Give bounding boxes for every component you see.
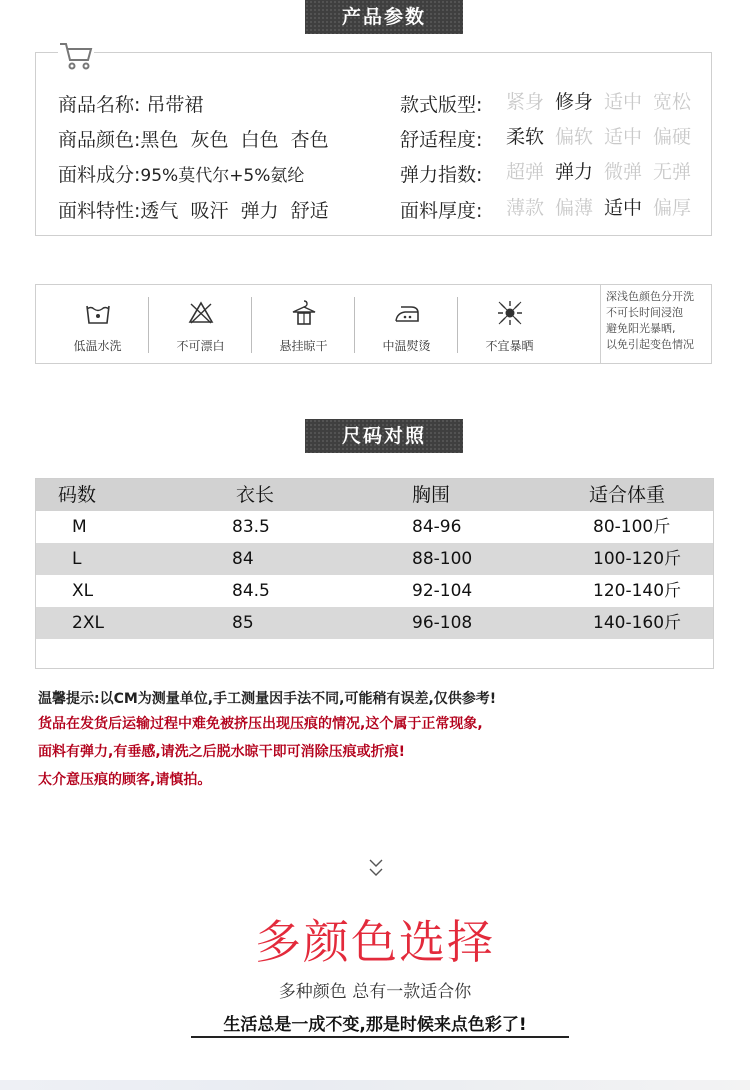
header-length: 衣长 [236, 484, 275, 506]
cell-weight: 140-160斤 [593, 613, 682, 633]
param-label: 商品名称: [58, 94, 141, 116]
option: 偏软 [555, 126, 594, 148]
thickness-options [506, 193, 702, 220]
cell-length: 84 [232, 549, 254, 569]
care-note-line: 不可长时间浸泡 [606, 306, 683, 319]
param-label-stretch: 弹力指数: [400, 164, 483, 186]
care-item-wash [46, 285, 149, 363]
next-section-preview [0, 1080, 750, 1090]
care-note-line: 以免引起变色情况 [606, 338, 694, 351]
care-item-bleach [149, 285, 252, 363]
option: 适中 [604, 126, 643, 148]
colors-slogan: 生活总是一成不变,那是时候来点色彩了! [223, 1015, 527, 1035]
param-value: 黑色 灰色 白色 杏色 [140, 129, 329, 151]
param-label: 面料成分: [58, 164, 141, 186]
care-label: 中温熨烫 [382, 339, 431, 353]
comfort-options [506, 122, 702, 149]
care-item-iron [355, 285, 458, 363]
param-label-thickness: 面料厚度: [400, 200, 483, 222]
param-row-material [58, 160, 304, 187]
care-note-line: 深浅色颜色分开洗 [606, 290, 694, 303]
care-label: 悬挂晾干 [279, 339, 328, 353]
option-selected: 修身 [555, 91, 594, 113]
chevron-down-icon [368, 857, 384, 883]
size-table [35, 478, 714, 669]
care-label: 低温水洗 [73, 339, 122, 353]
care-label: 不宜暴晒 [485, 339, 534, 353]
colors-title: 多颜色选择 [255, 915, 495, 969]
option: 偏硬 [653, 126, 692, 148]
header-size: 码数 [58, 484, 97, 506]
cell-length: 84.5 [232, 581, 270, 601]
hang-dry-icon [290, 299, 318, 327]
fit-options [506, 87, 702, 114]
cell-chest: 96-108 [412, 613, 473, 633]
cell-weight: 100-120斤 [593, 549, 682, 569]
param-label-fit: 款式版型: [400, 94, 483, 116]
header-weight: 适合体重 [589, 484, 666, 506]
cell-length: 85 [232, 613, 254, 633]
cell-weight: 120-140斤 [593, 581, 682, 601]
no-sun-icon [496, 299, 524, 327]
table-row [36, 511, 713, 543]
option: 紧身 [506, 91, 545, 113]
param-row-color [58, 125, 329, 152]
option: 适中 [604, 91, 643, 113]
slogan-underline [191, 1036, 569, 1038]
notice-line: 太介意压痕的顾客,请慎拍。 [38, 772, 212, 788]
medium-iron-icon [393, 299, 421, 327]
care-note-line: 避免阳光暴晒, [606, 322, 676, 335]
care-item-hang [252, 285, 355, 363]
cell-size: 2XL [72, 613, 104, 633]
cell-size: XL [72, 581, 94, 601]
header-chest: 胸围 [412, 484, 451, 506]
no-bleach-icon [187, 299, 215, 327]
size-section-title: 尺码对照 [305, 419, 463, 453]
option-selected: 适中 [604, 197, 643, 219]
stretch-options [506, 157, 702, 184]
option-selected: 弹力 [555, 161, 594, 183]
care-label: 不可漂白 [176, 339, 225, 353]
table-row [36, 543, 713, 575]
option-selected: 柔软 [506, 126, 545, 148]
cell-size: M [72, 517, 87, 537]
option: 偏薄 [555, 197, 594, 219]
table-header [36, 479, 713, 511]
param-row-feature [58, 196, 329, 223]
option: 微弹 [604, 161, 643, 183]
param-row-name [58, 90, 203, 117]
shopping-cart-icon [58, 40, 94, 72]
cell-chest: 92-104 [412, 581, 473, 601]
option: 超弹 [506, 161, 545, 183]
notice-line: 货品在发货后运输过程中难免被挤压出现压痕的情况,这个属于正常现象, [38, 716, 483, 732]
care-instructions [35, 284, 712, 364]
care-note [606, 289, 710, 353]
option: 无弹 [653, 161, 692, 183]
cell-chest: 88-100 [412, 549, 473, 569]
table-row [36, 607, 713, 639]
param-label: 商品颜色: [58, 129, 141, 151]
colors-subtitle: 多种颜色 总有一款适合你 [278, 982, 472, 1002]
measurement-tip: 温馨提示:以CM为测量单位,手工测量因手法不同,可能稍有误差,仅供参考! [38, 691, 497, 707]
param-label: 面料特性: [58, 200, 141, 222]
param-label-comfort: 舒适程度: [400, 129, 483, 151]
option: 薄款 [506, 197, 545, 219]
param-value: 吊带裙 [146, 94, 204, 116]
param-value: 透气 吸汗 弹力 舒适 [140, 200, 329, 222]
params-section-title: 产品参数 [305, 0, 463, 34]
low-temp-wash-icon [84, 299, 112, 327]
cell-length: 83.5 [232, 517, 270, 537]
cell-size: L [72, 549, 82, 569]
option: 宽松 [653, 91, 692, 113]
param-value: 95%莫代尔+5%氨纶 [140, 166, 305, 186]
table-row [36, 575, 713, 607]
notice-line: 面料有弹力,有垂感,请洗之后脱水晾干即可消除压痕或折痕! [38, 744, 406, 760]
cell-chest: 84-96 [412, 517, 462, 537]
care-item-sun [458, 285, 561, 363]
option: 偏厚 [653, 197, 692, 219]
cell-weight: 80-100斤 [593, 517, 671, 537]
